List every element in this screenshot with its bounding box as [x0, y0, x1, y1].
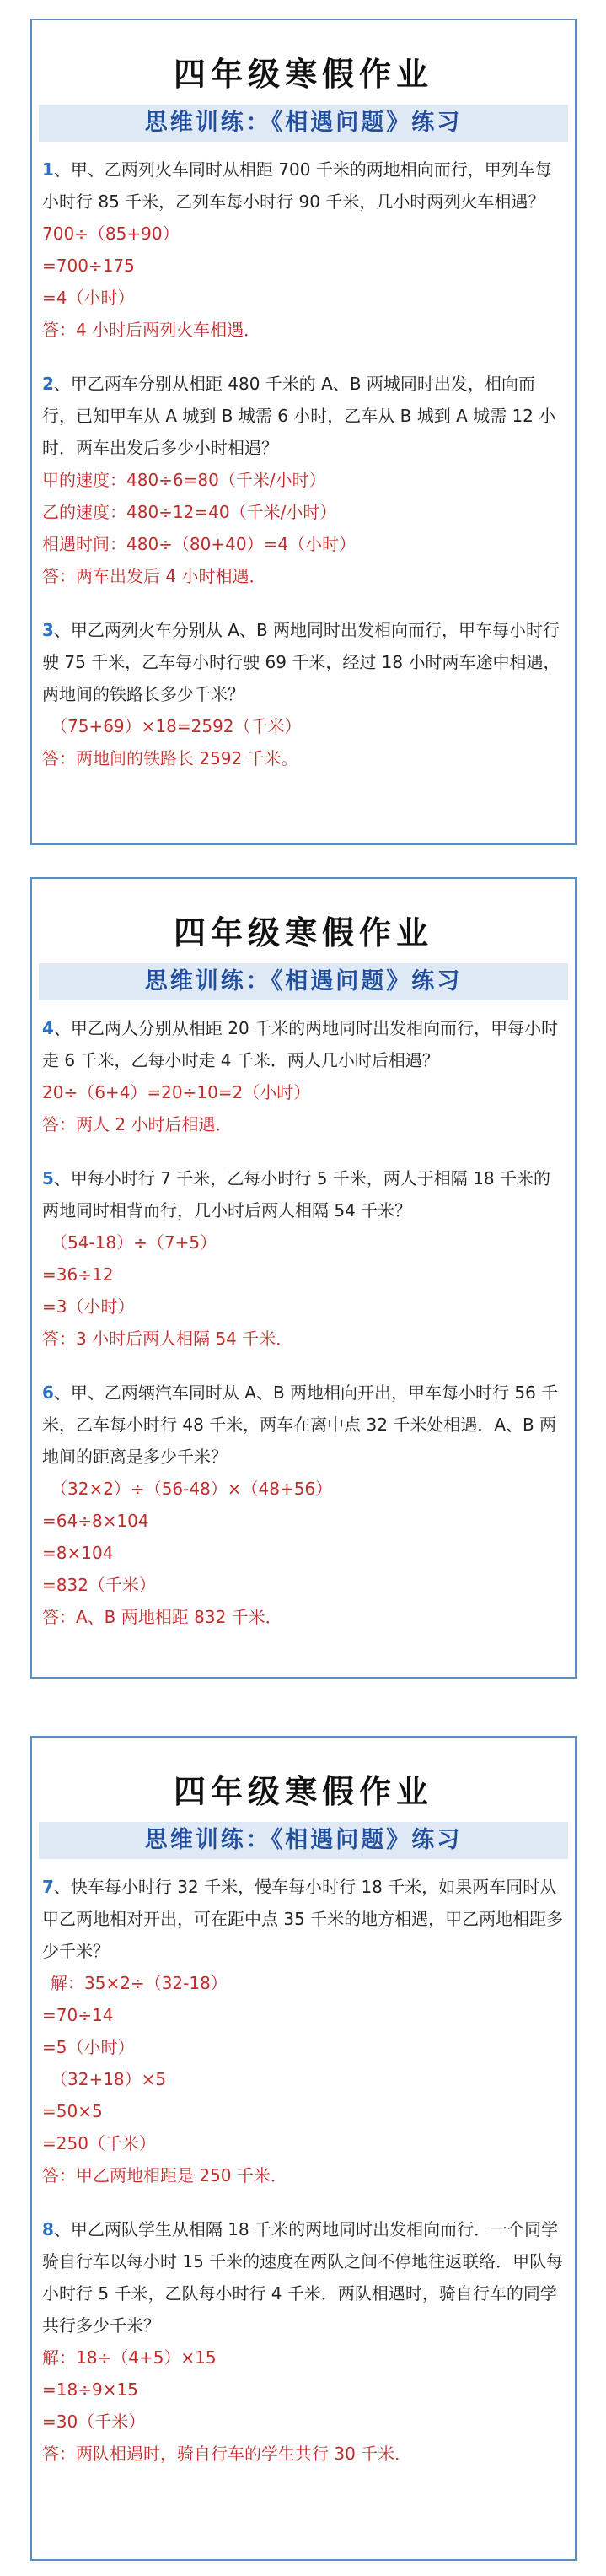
- problem-question: [42, 154, 566, 218]
- problem-1: [42, 154, 566, 346]
- answer-line: 700÷（85+90）: [42, 224, 180, 244]
- problem-question: [42, 1162, 566, 1226]
- problem-2: [42, 368, 566, 592]
- answer-conclusion: 答：两人 2 小时后相遇．: [42, 1114, 233, 1134]
- problem-question: [42, 368, 566, 464]
- answer-line: 解：18÷（4+5）×15: [42, 2347, 217, 2368]
- problem-question: [42, 2213, 566, 2342]
- question-text: 、快车每小时行 32 千米，慢车每小时行 18 千米，如果两车同时从甲乙两地相对开出，可在距中点 35 千米的地方相遇，甲乙两地相距多少千米？: [42, 1877, 564, 1961]
- worksheet-card-3: [30, 1736, 577, 2561]
- answer-conclusion: 答：两车出发后 4 小时相遇．: [42, 566, 266, 586]
- answer-conclusion: 答：甲乙两地相距是 250 千米．: [42, 2165, 287, 2185]
- answer-line: =70÷14: [42, 2005, 114, 2025]
- problem-3: [42, 614, 566, 774]
- problem-5: [42, 1162, 566, 1355]
- answer-line: 乙的速度：480÷12=40（千米/小时）: [42, 502, 337, 522]
- answer-line: 20÷（6+4）=20÷10=2（小时）: [42, 1082, 311, 1102]
- problem-8: [42, 2213, 566, 2470]
- answer-line: =36÷12: [42, 1264, 114, 1285]
- page-title: 四年级寒假作业: [173, 913, 433, 951]
- problem-7: [42, 1871, 566, 2191]
- question-text: 、甲每小时行 7 千米，乙每小时行 5 千米，两人于相隔 18 千米的两地同时相背而行，几小时后两人相隔 54 千米？: [42, 1168, 550, 1221]
- problem-number: 7: [42, 1877, 54, 1897]
- problem-4: [42, 1012, 566, 1140]
- question-text: 、甲乙两队学生从相隔 18 千米的两地同时出发相向而行．一个同学骑自行车以每小时 15 千米的速度在两队之间不停地往返联络．甲队每小时行 5 千米，乙队每小时行 4 千米．两队相遇时，骑自行车的同学共行多少千米？: [42, 2219, 564, 2336]
- problem-number: 4: [42, 1018, 54, 1038]
- problem-number: 6: [42, 1382, 54, 1403]
- answer-line: 甲的速度：480÷6=80（千米/小时）: [42, 470, 326, 490]
- answer-line: =4（小时）: [42, 288, 135, 308]
- answer-line: 相遇时间：480÷（80+40）=4（小时）: [42, 534, 357, 554]
- question-text: 、甲乙两人分别从相距 20 千米的两地同时出发相向而行，甲每小时走 6 千米，乙每小时走 4 千米．两人几小时后相遇？: [42, 1018, 559, 1070]
- question-text: 、甲乙两列火车分别从 A、B 两地同时出发相向而行，甲车每小时行驶 75 千米，乙车每小时行驶 69 千米，经过 18 小时两车途中相遇，两地间的铁路长多少千米？: [42, 620, 560, 704]
- question-text: 、甲、乙两列火车同时从相距 700 千米的两地相向而行，甲列车每小时行 85 千米，乙列车每小时行 90 千米，几小时两列火车相遇？: [42, 159, 552, 212]
- answer-line: （54-18）÷（7+5）: [51, 1232, 217, 1253]
- problem-question: [42, 614, 566, 710]
- problem-number: 5: [42, 1168, 54, 1188]
- page-title: 四年级寒假作业: [173, 1772, 433, 1810]
- answer-line: =700÷175: [42, 256, 135, 276]
- subtitle-banner: 思维训练：《相遇问题》练习: [39, 105, 568, 142]
- question-text: 、甲乙两车分别从相距 480 千米的 A、B 两城同时出发，相向而行，已知甲车从 A 城到 B 城需 6 小时，乙车从 B 城到 A 城需 12 小时．两车出发后多少小时相遇？: [42, 374, 556, 458]
- answer-line: =64÷8×104: [42, 1511, 149, 1531]
- problem-question: [42, 1871, 566, 1967]
- answer-line: 解：35×2÷（32-18）: [51, 1973, 228, 1993]
- problem-question: [42, 1377, 566, 1473]
- answer-conclusion: 答：两队相遇时，骑自行车的学生共行 30 千米．: [42, 2444, 412, 2464]
- problem-question: [42, 1012, 566, 1076]
- page-title: 四年级寒假作业: [173, 55, 433, 93]
- answer-conclusion: 答：4 小时后两列火车相遇．: [42, 320, 261, 340]
- answer-line: =18÷9×15: [42, 2379, 138, 2400]
- answer-line: =832（千米）: [42, 1575, 156, 1595]
- worksheet-card-1: [30, 19, 577, 845]
- answer-line: =3（小时）: [42, 1296, 135, 1317]
- answer-conclusion: 答：3 小时后两人相隔 54 千米．: [42, 1328, 293, 1349]
- problem-number: 1: [42, 159, 54, 180]
- subtitle-banner: 思维训练：《相遇问题》练习: [39, 1822, 568, 1859]
- answer-line: （75+69）×18=2592（千米）: [51, 716, 302, 736]
- answer-line: （32+18）×5: [51, 2069, 167, 2089]
- question-text: 、甲、乙两辆汽车同时从 A、B 两地相向开出，甲车每小时行 56 千米，乙车每小时行 48 千米，两车在离中点 32 千米处相遇．A、B 两地间的距离是多少千米？: [42, 1382, 559, 1467]
- answer-line: =30（千米）: [42, 2412, 146, 2432]
- answer-line: =8×104: [42, 1543, 114, 1563]
- problem-number: 2: [42, 374, 54, 394]
- problem-number: 8: [42, 2219, 54, 2239]
- answer-line: =5（小时）: [42, 2037, 135, 2057]
- answer-line: （32×2）÷（56-48）×（48+56）: [51, 1479, 333, 1499]
- answer-conclusion: 答：两地间的铁路长 2592 千米。: [42, 748, 298, 768]
- answer-line: =50×5: [42, 2101, 103, 2121]
- worksheet-card-2: [30, 877, 577, 1679]
- problem-number: 3: [42, 620, 54, 640]
- answer-line: =250（千米）: [42, 2133, 156, 2153]
- problem-6: [42, 1377, 566, 1633]
- subtitle-banner: 思维训练：《相遇问题》练习: [39, 963, 568, 1000]
- answer-conclusion: 答：A、B 两地相距 832 千米．: [42, 1607, 282, 1627]
